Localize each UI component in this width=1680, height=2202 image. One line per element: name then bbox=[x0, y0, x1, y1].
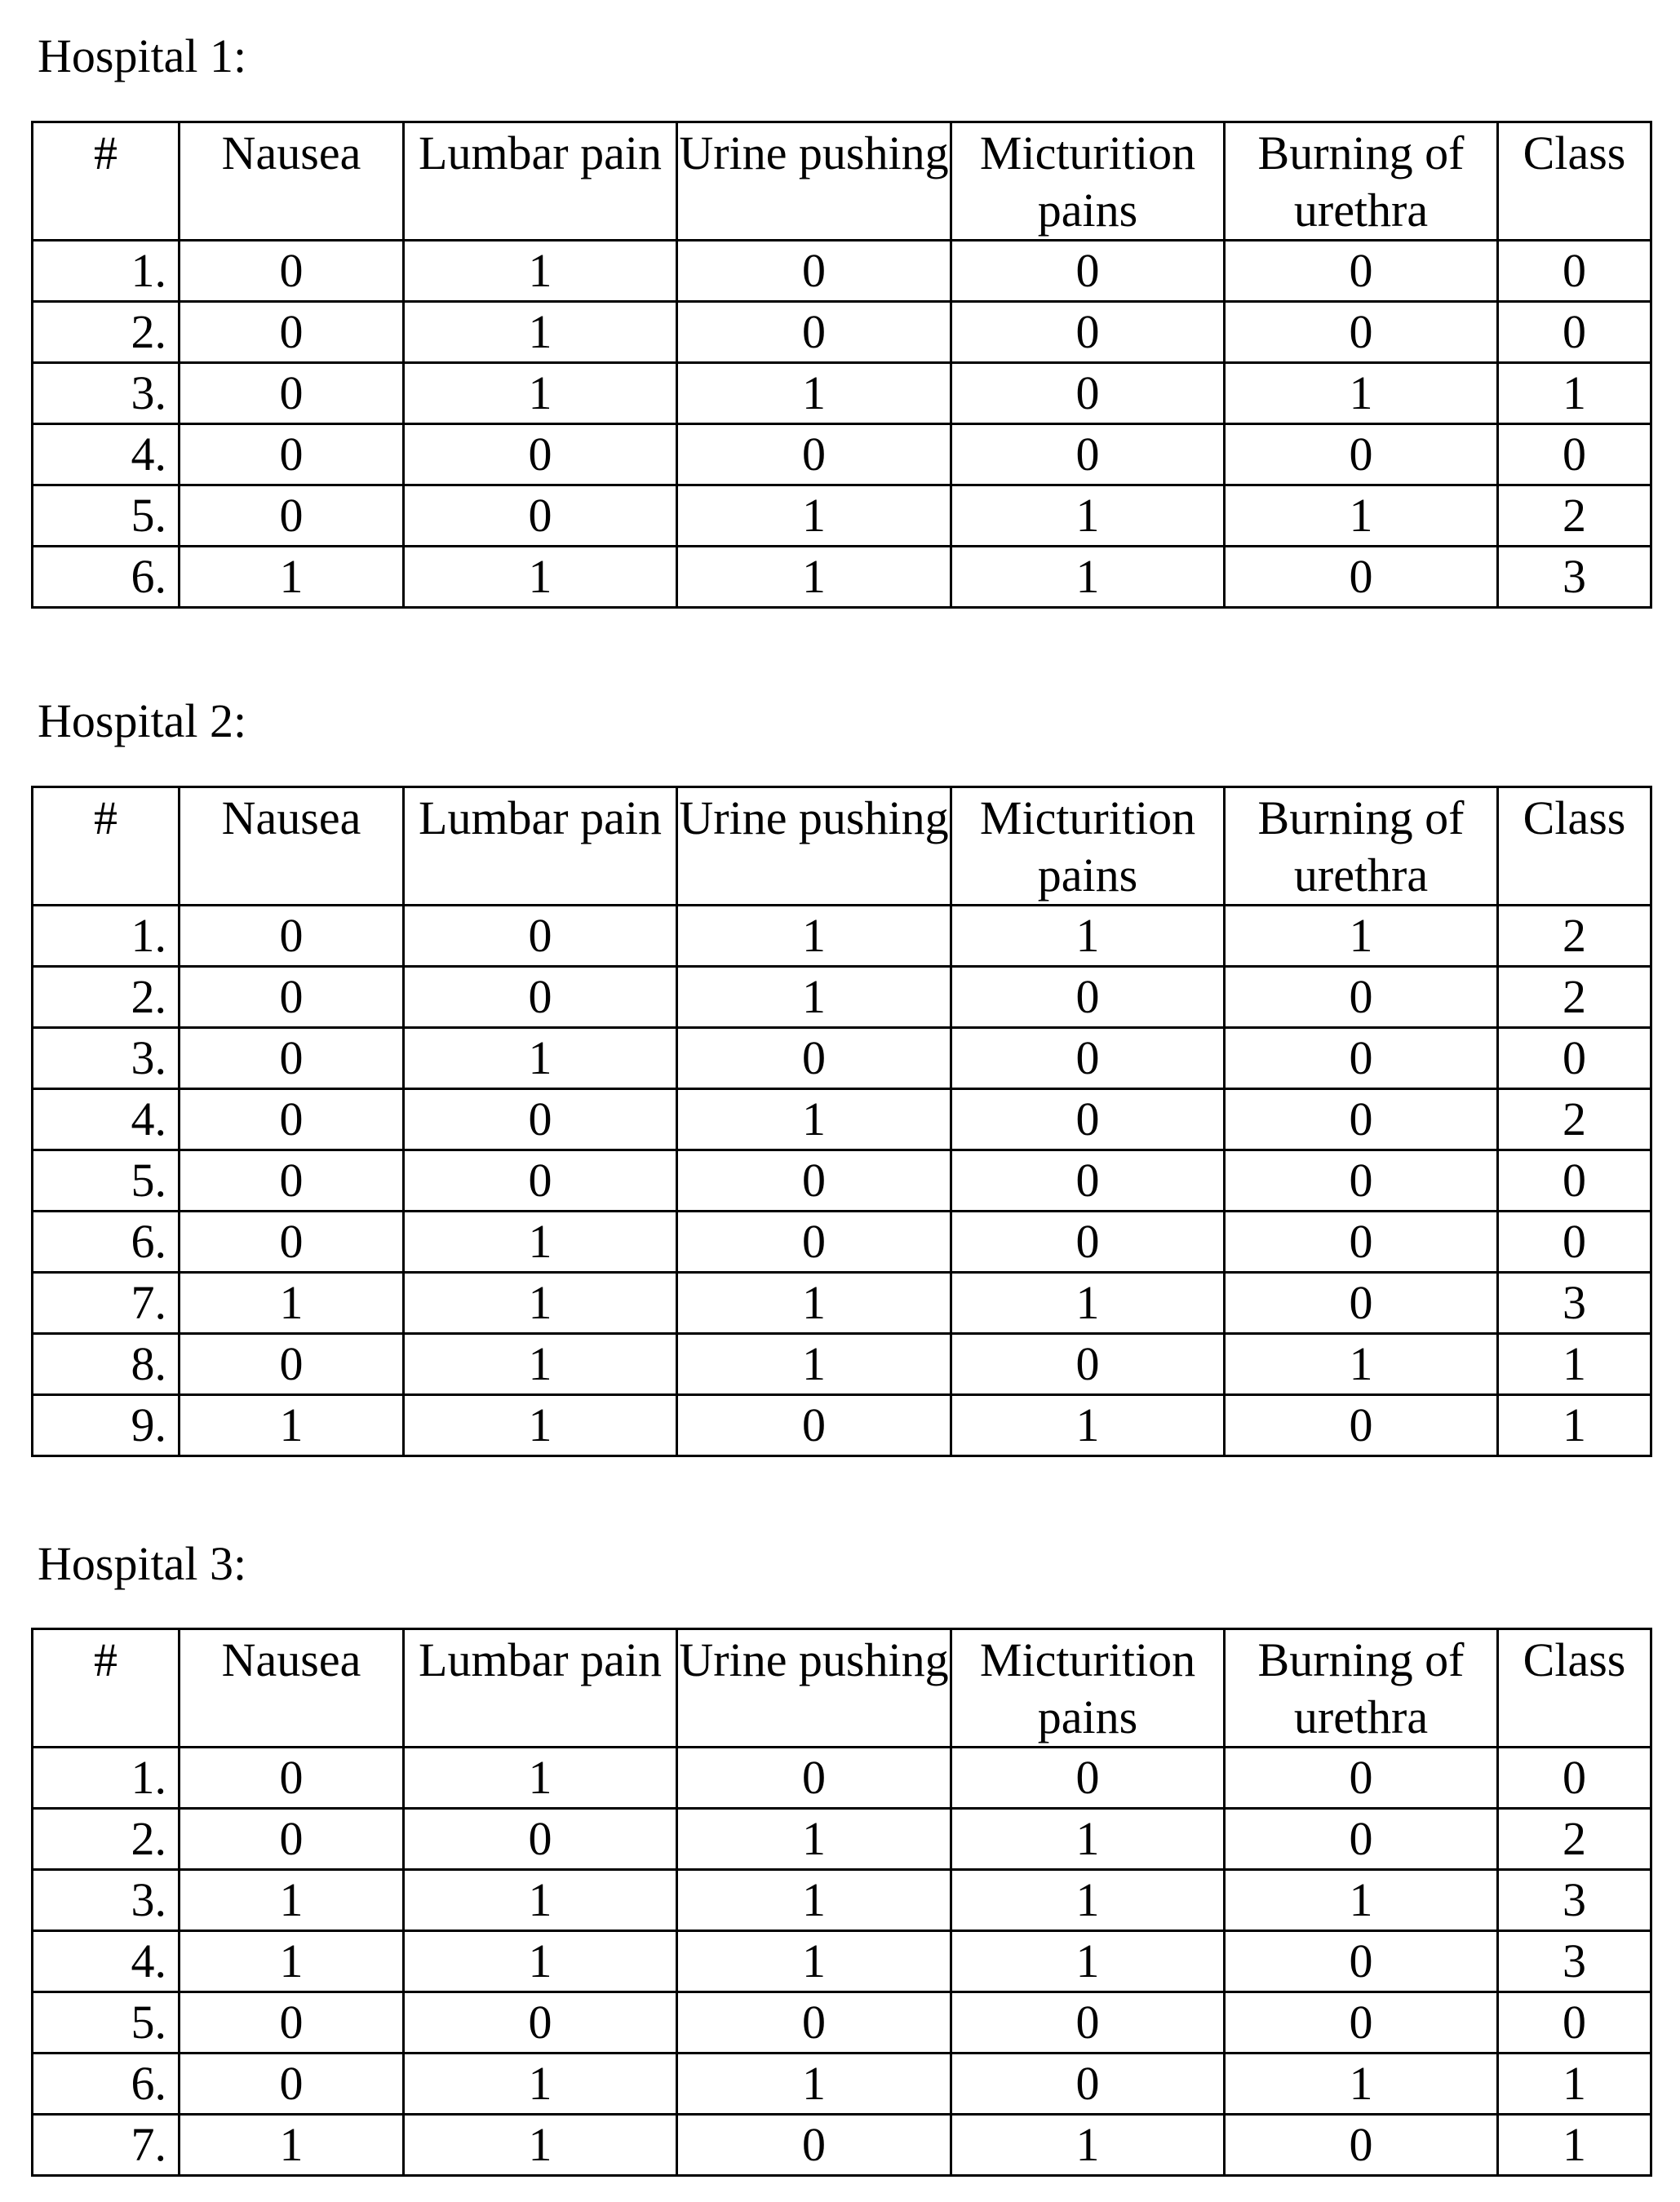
table-cell: 1 bbox=[677, 547, 951, 608]
table-cell: 1 bbox=[404, 1028, 677, 1089]
table-header-row bbox=[33, 1629, 1651, 1748]
table-cell: 1 bbox=[677, 1334, 951, 1395]
table-row bbox=[33, 302, 1651, 363]
table-cell: 0 bbox=[951, 1028, 1225, 1089]
table-cell: 1 bbox=[677, 1931, 951, 1992]
table-cell: 1 bbox=[404, 1748, 677, 1809]
table-cell: 0 bbox=[951, 2054, 1225, 2115]
row-number: 3. bbox=[33, 1028, 180, 1089]
table-cell: 0 bbox=[951, 1150, 1225, 1212]
table-cell: 0 bbox=[951, 1089, 1225, 1150]
table-row bbox=[33, 485, 1651, 547]
table-cell: 0 bbox=[404, 1150, 677, 1212]
table-cell: 1 bbox=[1498, 2115, 1651, 2176]
table-header-row bbox=[33, 122, 1651, 241]
table-cell: 1 bbox=[677, 967, 951, 1028]
column-header: # bbox=[33, 122, 180, 241]
table-cell: 1 bbox=[404, 1212, 677, 1273]
table-cell: 1 bbox=[404, 241, 677, 302]
table-row bbox=[33, 1334, 1651, 1395]
table-cell: 1 bbox=[180, 1870, 404, 1931]
table-cell: 0 bbox=[677, 424, 951, 485]
column-header: Urine pushing bbox=[677, 122, 951, 241]
table-cell: 0 bbox=[1498, 1992, 1651, 2054]
column-header: Micturition pains bbox=[951, 787, 1225, 906]
table-cell: 0 bbox=[951, 241, 1225, 302]
table-cell: 0 bbox=[180, 1212, 404, 1273]
table-cell: 1 bbox=[677, 2054, 951, 2115]
hospital-2-title: Hospital 2: bbox=[38, 694, 247, 747]
table-cell: 1 bbox=[951, 547, 1225, 608]
table-cell: 0 bbox=[951, 967, 1225, 1028]
row-number: 5. bbox=[33, 485, 180, 547]
table-cell: 0 bbox=[404, 1992, 677, 2054]
table-cell: 1 bbox=[677, 485, 951, 547]
column-header: Nausea bbox=[180, 787, 404, 906]
table-cell: 0 bbox=[951, 363, 1225, 424]
table-cell: 0 bbox=[677, 1028, 951, 1089]
table-cell: 0 bbox=[180, 2054, 404, 2115]
table-cell: 0 bbox=[404, 1809, 677, 1870]
table-cell: 0 bbox=[677, 241, 951, 302]
table-cell: 0 bbox=[180, 485, 404, 547]
table-cell: 0 bbox=[180, 363, 404, 424]
hospital-3-table bbox=[31, 1628, 1652, 2177]
table-cell: 2 bbox=[1498, 967, 1651, 1028]
table-cell: 0 bbox=[1225, 547, 1498, 608]
table-row bbox=[33, 1870, 1651, 1931]
row-number: 2. bbox=[33, 302, 180, 363]
hospital-2-table bbox=[31, 786, 1652, 1457]
table-cell: 3 bbox=[1498, 1931, 1651, 1992]
table-cell: 1 bbox=[1498, 2054, 1651, 2115]
table-cell: 1 bbox=[404, 1870, 677, 1931]
table-row bbox=[33, 2115, 1651, 2176]
table-cell: 1 bbox=[951, 2115, 1225, 2176]
table-cell: 1 bbox=[677, 906, 951, 967]
table-row bbox=[33, 1931, 1651, 1992]
table-row bbox=[33, 1089, 1651, 1150]
column-header: Micturition pains bbox=[951, 122, 1225, 241]
table-cell: 0 bbox=[1225, 1809, 1498, 1870]
table-cell: 0 bbox=[1225, 1931, 1498, 1992]
table-cell: 0 bbox=[1225, 967, 1498, 1028]
row-number: 6. bbox=[33, 547, 180, 608]
table-cell: 0 bbox=[677, 302, 951, 363]
table-cell: 1 bbox=[180, 547, 404, 608]
row-number: 6. bbox=[33, 2054, 180, 2115]
hospital-1-title: Hospital 1: bbox=[38, 29, 247, 82]
table-row bbox=[33, 424, 1651, 485]
table-cell: 1 bbox=[404, 1334, 677, 1395]
table-cell: 0 bbox=[1225, 424, 1498, 485]
row-number: 5. bbox=[33, 1992, 180, 2054]
table-cell: 2 bbox=[1498, 1089, 1651, 1150]
table-cell: 0 bbox=[404, 485, 677, 547]
table-row bbox=[33, 241, 1651, 302]
table-cell: 1 bbox=[677, 1089, 951, 1150]
table-cell: 1 bbox=[677, 1809, 951, 1870]
table-cell: 0 bbox=[180, 302, 404, 363]
table-cell: 0 bbox=[1225, 2115, 1498, 2176]
row-number: 7. bbox=[33, 2115, 180, 2176]
column-header: Urine pushing bbox=[677, 787, 951, 906]
table-cell: 1 bbox=[951, 1809, 1225, 1870]
table-cell: 1 bbox=[404, 547, 677, 608]
table-cell: 0 bbox=[1225, 302, 1498, 363]
table-cell: 1 bbox=[180, 1931, 404, 1992]
hospital-1-table bbox=[31, 121, 1652, 609]
table-cell: 1 bbox=[1498, 363, 1651, 424]
table-cell: 0 bbox=[404, 424, 677, 485]
column-header: Burning of urethra bbox=[1225, 787, 1498, 906]
table-cell: 0 bbox=[1498, 1150, 1651, 1212]
table-cell: 1 bbox=[1225, 1334, 1498, 1395]
column-header: Lumbar pain bbox=[404, 787, 677, 906]
table-cell: 0 bbox=[180, 1028, 404, 1089]
row-number: 8. bbox=[33, 1334, 180, 1395]
table-row bbox=[33, 2054, 1651, 2115]
table-cell: 0 bbox=[1225, 1028, 1498, 1089]
column-header: Nausea bbox=[180, 122, 404, 241]
table-cell: 1 bbox=[951, 906, 1225, 967]
table-cell: 0 bbox=[951, 1748, 1225, 1809]
table-cell: 0 bbox=[180, 1089, 404, 1150]
table-cell: 0 bbox=[180, 967, 404, 1028]
row-number: 1. bbox=[33, 1748, 180, 1809]
table-cell: 1 bbox=[180, 2115, 404, 2176]
table-cell: 1 bbox=[1225, 363, 1498, 424]
column-header: Lumbar pain bbox=[404, 1629, 677, 1748]
table-cell: 0 bbox=[180, 1809, 404, 1870]
table-cell: 0 bbox=[1225, 241, 1498, 302]
table-cell: 0 bbox=[951, 1992, 1225, 2054]
table-cell: 0 bbox=[1498, 1028, 1651, 1089]
table-cell: 0 bbox=[951, 424, 1225, 485]
table-cell: 0 bbox=[404, 906, 677, 967]
table-cell: 0 bbox=[1498, 1212, 1651, 1273]
table-cell: 0 bbox=[180, 1334, 404, 1395]
row-number: 6. bbox=[33, 1212, 180, 1273]
table-cell: 1 bbox=[404, 1931, 677, 1992]
column-header: Micturition pains bbox=[951, 1629, 1225, 1748]
table-cell: 0 bbox=[1225, 1212, 1498, 1273]
table-cell: 0 bbox=[951, 302, 1225, 363]
table-row bbox=[33, 363, 1651, 424]
table-cell: 0 bbox=[677, 1150, 951, 1212]
table-cell: 1 bbox=[404, 302, 677, 363]
table-cell: 0 bbox=[1498, 302, 1651, 363]
table-cell: 1 bbox=[951, 1395, 1225, 1456]
table-cell: 2 bbox=[1498, 1809, 1651, 1870]
table-cell: 1 bbox=[1225, 906, 1498, 967]
table-cell: 3 bbox=[1498, 547, 1651, 608]
column-header: # bbox=[33, 787, 180, 906]
table-cell: 1 bbox=[677, 1273, 951, 1334]
table-cell: 1 bbox=[404, 2054, 677, 2115]
column-header: # bbox=[33, 1629, 180, 1748]
column-header: Class bbox=[1498, 122, 1651, 241]
table-cell: 0 bbox=[677, 1992, 951, 2054]
table-cell: 1 bbox=[1498, 1395, 1651, 1456]
table-cell: 1 bbox=[951, 1273, 1225, 1334]
hospital-3-title: Hospital 3: bbox=[38, 1537, 247, 1590]
table-cell: 1 bbox=[951, 1870, 1225, 1931]
table-cell: 0 bbox=[677, 1748, 951, 1809]
table-cell: 1 bbox=[1225, 1870, 1498, 1931]
table-cell: 2 bbox=[1498, 485, 1651, 547]
row-number: 1. bbox=[33, 906, 180, 967]
table-cell: 1 bbox=[677, 363, 951, 424]
table-cell: 0 bbox=[677, 1212, 951, 1273]
table-cell: 1 bbox=[404, 2115, 677, 2176]
table-cell: 0 bbox=[1225, 1395, 1498, 1456]
table-cell: 1 bbox=[1498, 1334, 1651, 1395]
table-cell: 1 bbox=[1225, 2054, 1498, 2115]
row-number: 9. bbox=[33, 1395, 180, 1456]
table-cell: 0 bbox=[1498, 1748, 1651, 1809]
table-cell: 0 bbox=[1225, 1089, 1498, 1150]
table-cell: 1 bbox=[180, 1273, 404, 1334]
row-number: 4. bbox=[33, 1931, 180, 1992]
table-row bbox=[33, 547, 1651, 608]
table-cell: 0 bbox=[951, 1212, 1225, 1273]
table-cell: 0 bbox=[951, 1334, 1225, 1395]
row-number: 4. bbox=[33, 424, 180, 485]
column-header: Burning of urethra bbox=[1225, 1629, 1498, 1748]
table-cell: 1 bbox=[951, 1931, 1225, 1992]
table-cell: 1 bbox=[404, 1395, 677, 1456]
table-cell: 0 bbox=[1225, 1273, 1498, 1334]
row-number: 2. bbox=[33, 967, 180, 1028]
table-row bbox=[33, 1992, 1651, 2054]
table-cell: 2 bbox=[1498, 906, 1651, 967]
column-header: Urine pushing bbox=[677, 1629, 951, 1748]
row-number: 3. bbox=[33, 363, 180, 424]
column-header: Nausea bbox=[180, 1629, 404, 1748]
table-cell: 1 bbox=[951, 485, 1225, 547]
table-cell: 1 bbox=[404, 1273, 677, 1334]
table-row bbox=[33, 1273, 1651, 1334]
table-cell: 0 bbox=[180, 1748, 404, 1809]
table-row bbox=[33, 1150, 1651, 1212]
table-cell: 0 bbox=[404, 1089, 677, 1150]
column-header: Burning of urethra bbox=[1225, 122, 1498, 241]
table-header-row bbox=[33, 787, 1651, 906]
table-row bbox=[33, 1748, 1651, 1809]
table-cell: 0 bbox=[1225, 1992, 1498, 2054]
table-cell: 0 bbox=[180, 1150, 404, 1212]
table-cell: 0 bbox=[180, 906, 404, 967]
table-cell: 0 bbox=[677, 1395, 951, 1456]
table-cell: 3 bbox=[1498, 1273, 1651, 1334]
table-cell: 3 bbox=[1498, 1870, 1651, 1931]
table-cell: 0 bbox=[180, 241, 404, 302]
table-cell: 1 bbox=[180, 1395, 404, 1456]
table-row bbox=[33, 1395, 1651, 1456]
table-cell: 0 bbox=[180, 424, 404, 485]
table-row bbox=[33, 967, 1651, 1028]
table-cell: 0 bbox=[1498, 241, 1651, 302]
table-cell: 1 bbox=[404, 363, 677, 424]
table-cell: 0 bbox=[1498, 424, 1651, 485]
table-cell: 0 bbox=[180, 1992, 404, 2054]
row-number: 2. bbox=[33, 1809, 180, 1870]
row-number: 3. bbox=[33, 1870, 180, 1931]
row-number: 1. bbox=[33, 241, 180, 302]
table-cell: 0 bbox=[1225, 1150, 1498, 1212]
table-cell: 0 bbox=[1225, 1748, 1498, 1809]
row-number: 5. bbox=[33, 1150, 180, 1212]
table-cell: 1 bbox=[1225, 485, 1498, 547]
table-row bbox=[33, 1809, 1651, 1870]
table-row bbox=[33, 906, 1651, 967]
table-row bbox=[33, 1212, 1651, 1273]
table-cell: 0 bbox=[404, 967, 677, 1028]
column-header: Class bbox=[1498, 787, 1651, 906]
row-number: 4. bbox=[33, 1089, 180, 1150]
table-row bbox=[33, 1028, 1651, 1089]
column-header: Class bbox=[1498, 1629, 1651, 1748]
table-cell: 0 bbox=[677, 2115, 951, 2176]
row-number: 7. bbox=[33, 1273, 180, 1334]
column-header: Lumbar pain bbox=[404, 122, 677, 241]
table-cell: 1 bbox=[677, 1870, 951, 1931]
